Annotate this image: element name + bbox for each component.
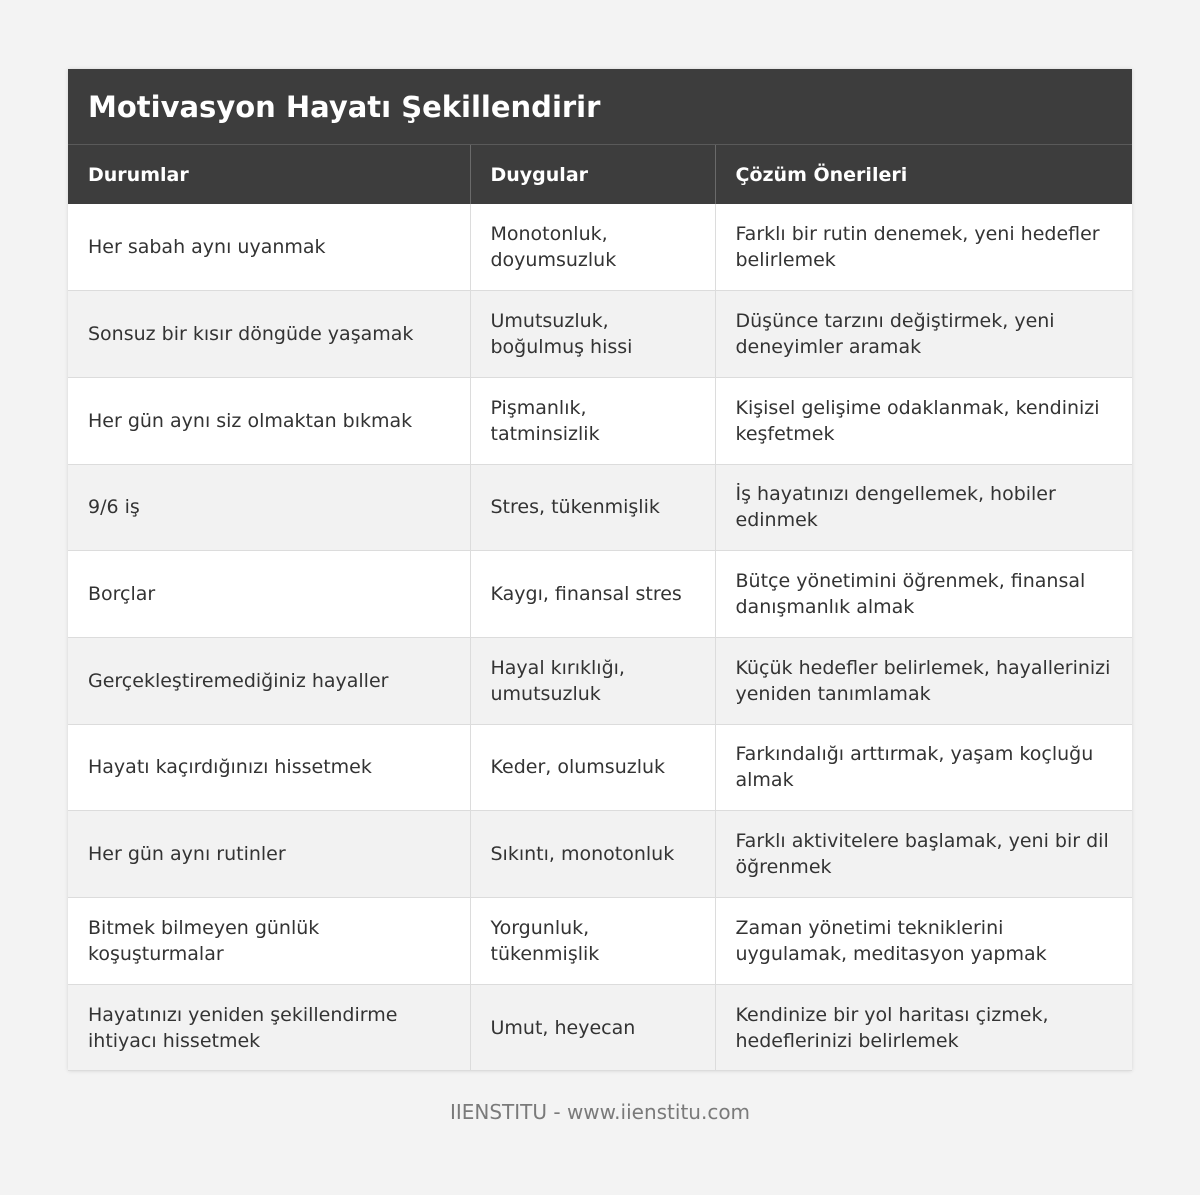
- header-row: [68, 145, 1132, 204]
- cell-cozum: Zaman yönetimi tekniklerini uygulamak, meditasyon yapmak: [715, 898, 1132, 985]
- cell-cozum: Bütçe yönetimini öğrenmek, finansal danışmanlık almak: [715, 551, 1132, 638]
- column-header-durumlar: Durumlar: [68, 145, 470, 204]
- table-row: [68, 291, 1132, 378]
- table-row: [68, 984, 1132, 1071]
- cell-durum: 9/6 iş: [68, 464, 470, 551]
- cell-cozum: Kendinize bir yol haritası çizmek, hedeflerinizi belirlemek: [715, 984, 1132, 1071]
- cell-durum: Bitmek bilmeyen günlük koşuşturmalar: [68, 898, 470, 985]
- cell-duygu: Sıkıntı, monotonluk: [470, 811, 715, 898]
- table-row: [68, 377, 1132, 464]
- cell-cozum: Farklı bir rutin denemek, yeni hedefler belirlemek: [715, 204, 1132, 291]
- table-row: [68, 898, 1132, 985]
- cell-durum: Sonsuz bir kısır döngüde yaşamak: [68, 291, 470, 378]
- cell-duygu: Pişmanlık, tatminsizlik: [470, 377, 715, 464]
- cell-durum: Hayatınızı yeniden şekillendirme ihtiyacı hissetmek: [68, 984, 470, 1071]
- table-row: [68, 551, 1132, 638]
- cell-durum: Hayatı kaçırdığınızı hissetmek: [68, 724, 470, 811]
- table-row: [68, 811, 1132, 898]
- footer-credit: IIENSTITU - www.iienstitu.com: [449, 1100, 751, 1124]
- table-row: [68, 724, 1132, 811]
- cell-durum: Borçlar: [68, 551, 470, 638]
- cell-duygu: Stres, tükenmişlik: [470, 464, 715, 551]
- table-row: [68, 204, 1132, 291]
- cell-cozum: Farklı aktivitelere başlamak, yeni bir dil öğrenmek: [715, 811, 1132, 898]
- column-header-duygular: Duygular: [470, 145, 715, 204]
- data-table: [68, 145, 1132, 1071]
- cell-cozum: Kişisel gelişime odaklanmak, kendinizi keşfetmek: [715, 377, 1132, 464]
- cell-duygu: Keder, olumsuzluk: [470, 724, 715, 811]
- cell-duygu: Hayal kırıklığı, umutsuzluk: [470, 637, 715, 724]
- cell-cozum: İş hayatınızı dengellemek, hobiler edinmek: [715, 464, 1132, 551]
- cell-duygu: Umutsuzluk, boğulmuş hissi: [470, 291, 715, 378]
- table-card: [68, 69, 1132, 1071]
- column-header-cozum-onerileri: Çözüm Önerileri: [715, 145, 1132, 204]
- cell-durum: Her gün aynı rutinler: [68, 811, 470, 898]
- cell-cozum: Küçük hedefler belirlemek, hayallerinizi yeniden tanımlamak: [715, 637, 1132, 724]
- table-row: [68, 637, 1132, 724]
- table-row: [68, 464, 1132, 551]
- cell-duygu: Kaygı, finansal stres: [470, 551, 715, 638]
- cell-duygu: Monotonluk, doyumsuzluk: [470, 204, 715, 291]
- cell-cozum: Düşünce tarzını değiştirmek, yeni deneyimler aramak: [715, 291, 1132, 378]
- cell-durum: Her gün aynı siz olmaktan bıkmak: [68, 377, 470, 464]
- cell-duygu: Umut, heyecan: [470, 984, 715, 1071]
- cell-durum: Gerçekleştiremediğiniz hayaller: [68, 637, 470, 724]
- table-title: Motivasyon Hayatı Şekillendirir: [68, 69, 1132, 145]
- cell-durum: Her sabah aynı uyanmak: [68, 204, 470, 291]
- cell-cozum: Farkındalığı arttırmak, yaşam koçluğu almak: [715, 724, 1132, 811]
- cell-duygu: Yorgunluk, tükenmişlik: [470, 898, 715, 985]
